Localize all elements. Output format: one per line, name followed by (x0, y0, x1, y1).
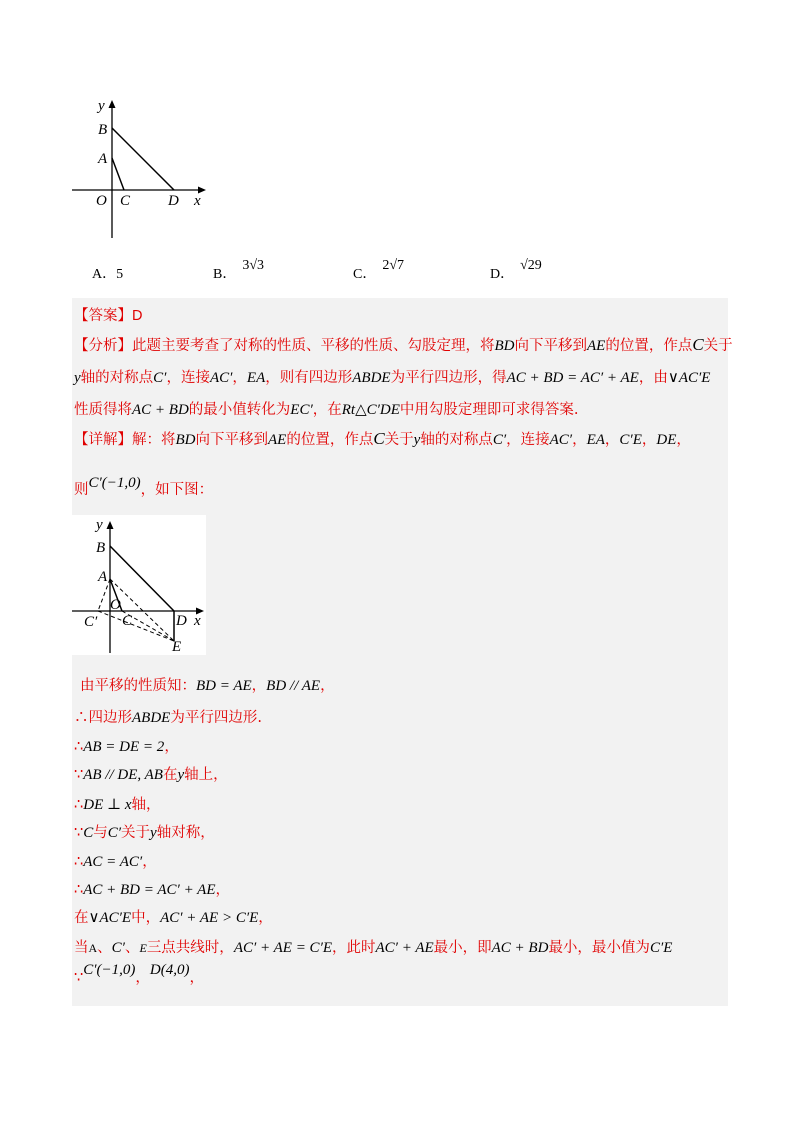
therefore-symbol: ∴ (74, 739, 84, 755)
analysis-text: ，连接 (166, 370, 210, 386)
detail-tag: 【详解】 (74, 432, 132, 448)
math: BD (175, 432, 196, 448)
option-b-letter: B． (213, 267, 237, 282)
label-b: B (98, 122, 108, 138)
therefore-symbol: ∴ (74, 710, 89, 726)
label-y: y (98, 98, 105, 114)
math: E (139, 941, 147, 955)
step-text: 、 (97, 940, 112, 956)
math: AB = DE = 2 (83, 739, 165, 755)
detail-text: 则 (74, 482, 89, 498)
detail-text: ，连接 (506, 432, 550, 448)
math: y (74, 370, 81, 386)
option-d-letter: D． (490, 267, 515, 282)
option-d-value: √29 (520, 258, 542, 273)
math: y (413, 432, 421, 448)
analysis-line-3 (74, 398, 579, 419)
math: AC′ + AE > C′E (160, 910, 259, 926)
math: AB // DE, AB (83, 767, 163, 783)
option-c[interactable] (353, 258, 405, 283)
detail-text: ， (572, 432, 587, 448)
answer-value: D (132, 308, 143, 324)
therefore-symbol: ∴ (74, 797, 84, 813)
option-a-value: 5 (116, 267, 124, 282)
figure-2 (72, 515, 206, 655)
step-text: 轴上， (184, 767, 228, 783)
math: D(4,0) (149, 962, 190, 978)
analysis-tag: 【分析】 (74, 338, 132, 354)
math: AE (268, 432, 287, 448)
label-e: E (172, 639, 182, 655)
answer-tag: 【答案】 (74, 308, 132, 324)
math: EA (246, 370, 266, 386)
step-text: 在 (74, 910, 89, 926)
step-text: ， (251, 678, 267, 694)
math: AC + BD = AC′ + AE (83, 882, 216, 898)
step-text: 为平行四边形. (170, 710, 262, 726)
math: AC′ + AE = C′E (233, 940, 333, 956)
math: Rt△C′DE (341, 402, 400, 418)
analysis-text: ，则有四边形 (265, 370, 353, 386)
label-c: C (122, 613, 133, 629)
math: AC′ (209, 370, 233, 386)
step-text: ， (258, 910, 273, 926)
step-text: 中， (131, 910, 161, 926)
detail-text: 向下平移到 (195, 432, 268, 448)
math: C′ (107, 825, 122, 841)
analysis-text: 中用勾股定理即可求得答案. (399, 402, 579, 418)
math: EA (586, 432, 605, 448)
step-5 (74, 793, 161, 814)
analysis-text: ，在 (312, 402, 342, 418)
math: ABDE (352, 370, 391, 386)
step-text: ， (320, 678, 335, 694)
step-3 (74, 735, 179, 756)
label-y: y (96, 517, 103, 533)
option-c-letter: C． (353, 267, 377, 282)
step-8 (74, 878, 230, 899)
option-b-value: 3√3 (242, 258, 265, 273)
math: C (83, 825, 94, 841)
step-7 (74, 850, 157, 871)
math: y (150, 825, 157, 841)
math: ∨AC′E (88, 910, 132, 926)
step-text: 关于 (121, 825, 151, 841)
label-b: B (96, 540, 106, 556)
detail-text: 关于 (384, 432, 414, 448)
option-b[interactable] (213, 258, 265, 283)
math: AC′ + AE (375, 940, 434, 956)
detail-line-2 (74, 475, 214, 499)
step-4 (74, 763, 228, 784)
math: ∨AC′E (667, 370, 711, 386)
option-a-letter: A． (92, 267, 117, 282)
because-symbol: ∵ (74, 767, 84, 783)
analysis-line-1 (74, 334, 733, 355)
label-d: D (168, 193, 179, 209)
detail-text: ， (676, 432, 691, 448)
step-text: ， (189, 970, 204, 986)
math: AC + BD (491, 940, 549, 956)
analysis-text: 的最小值转化为 (188, 402, 291, 418)
label-x: x (194, 193, 201, 209)
detail-line-1 (74, 428, 691, 449)
step-10 (74, 936, 672, 957)
label-a: A (98, 151, 108, 167)
option-d[interactable] (490, 258, 542, 283)
math: C (373, 429, 385, 448)
math: C′ (492, 432, 507, 448)
step-text: ， (164, 739, 179, 755)
figure-1 (70, 90, 220, 240)
math: BD // AE (266, 678, 321, 694)
label-d: D (176, 613, 187, 629)
y-axis-arrow-icon (107, 521, 114, 529)
step-text: ， (135, 970, 150, 986)
analysis-text: 轴的对称点 (80, 370, 154, 386)
detail-text: 轴的对称点 (420, 432, 493, 448)
math: DE ⊥ x (83, 797, 132, 813)
detail-text: 的位置，作点 (286, 432, 374, 448)
analysis-text: ，由 (638, 370, 668, 386)
detail-text: ， (641, 432, 657, 448)
analysis-text: 性质得将 (74, 402, 132, 418)
label-o: O (110, 597, 121, 613)
math: BD = AE (196, 678, 252, 694)
analysis-text: 的位置，作点 (605, 338, 693, 354)
math: C′ (153, 370, 167, 386)
math: C (692, 335, 704, 354)
analysis-text: 此题主要考查了对称的性质、平移的性质、勾股定理，将 (132, 338, 495, 354)
label-a: A (98, 569, 108, 585)
math: y (177, 767, 185, 783)
label-o: O (96, 193, 107, 209)
step-6 (74, 821, 215, 842)
math: C′(−1,0) (88, 475, 141, 491)
step-text: 在 (162, 767, 178, 783)
label-c: C (120, 193, 131, 209)
step-text: 三点共线时， (146, 940, 234, 956)
math: AC′ (549, 432, 573, 448)
math: A (88, 941, 98, 955)
option-c-value: 2√7 (382, 258, 405, 273)
label-x: x (194, 613, 201, 629)
step-2 (74, 706, 262, 727)
step-11 (74, 962, 204, 987)
therefore-symbol: ∴ (74, 882, 84, 898)
step-text: 最小，即 (433, 940, 492, 956)
math: AC = AC′ (83, 854, 143, 870)
detail-text: 解：将 (132, 432, 176, 448)
analysis-line-2 (74, 366, 710, 387)
math: EC′ (290, 402, 313, 418)
step-text: 轴对称， (156, 825, 215, 841)
step-text: 、 (124, 940, 140, 956)
step-text: 最小，最小值为 (548, 940, 650, 956)
option-a[interactable] (92, 263, 123, 283)
math: C′E (649, 940, 673, 956)
detail-text: ，如下图： (140, 482, 214, 498)
step-text: 轴， (131, 797, 161, 813)
math: C′E (619, 432, 642, 448)
step-text: ， (142, 854, 157, 870)
detail-text: ， (604, 432, 620, 448)
step-text: 四边形 (88, 710, 132, 726)
therefore-symbol: ∴ (74, 854, 84, 870)
step-1 (80, 674, 335, 695)
step-text: ，此时 (332, 940, 376, 956)
math: DE (656, 432, 677, 448)
math: C′ (111, 940, 125, 956)
label-c-prime: C′ (84, 614, 98, 630)
math: ABDE (132, 710, 171, 726)
math: C′(−1,0) (83, 962, 136, 978)
segment-ac (112, 158, 124, 190)
because-symbol: ∵ (74, 970, 84, 986)
y-axis-arrow-icon (109, 100, 116, 108)
step-text: 与 (93, 825, 108, 841)
analysis-text: ， (232, 370, 247, 386)
step-text: 由平移的性质知： (80, 678, 196, 694)
answer-line (74, 304, 142, 325)
step-9 (74, 906, 273, 927)
math: AC + BD (132, 402, 189, 418)
step-text: 当 (74, 940, 89, 956)
analysis-text: 关于 (703, 338, 733, 354)
math: AC + BD = AC′ + AE (506, 370, 639, 386)
step-text: ， (215, 882, 230, 898)
analysis-text: 为平行四边形，得 (390, 370, 507, 386)
because-symbol: ∵ (74, 825, 84, 841)
analysis-text: 向下平移到 (514, 338, 587, 354)
math: AE (587, 338, 606, 354)
math: BD (494, 338, 515, 354)
